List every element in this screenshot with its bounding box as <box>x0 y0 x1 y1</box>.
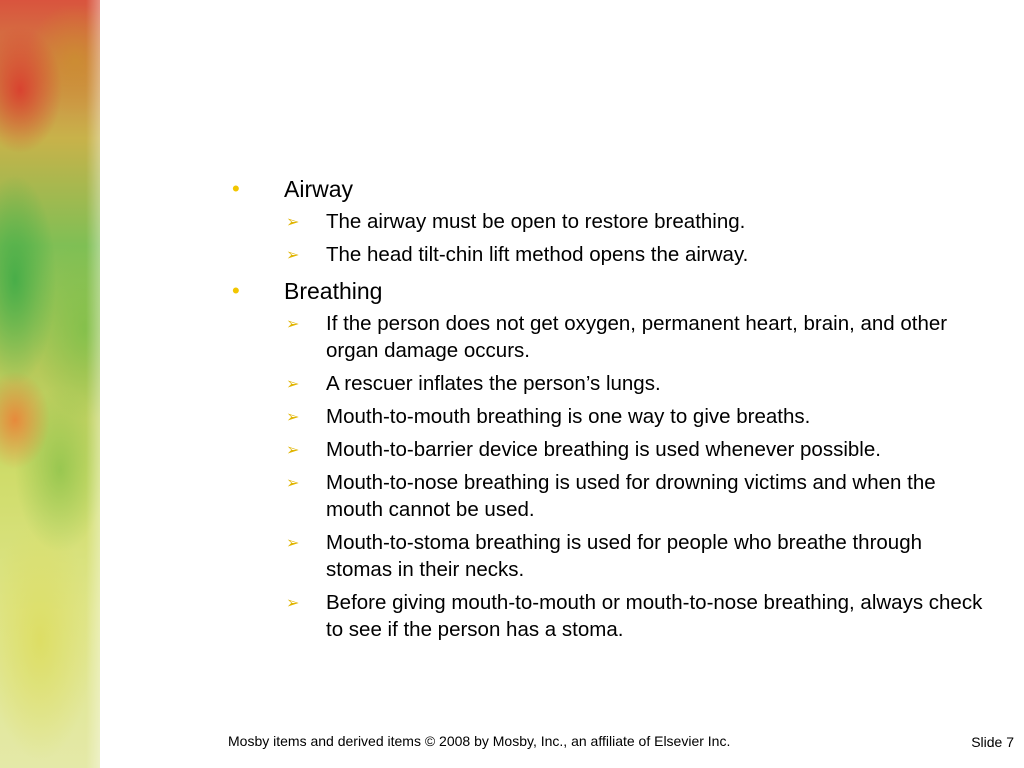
sub-bullet <box>228 310 988 364</box>
decorative-side-band <box>0 0 100 768</box>
sub-bullet <box>228 208 988 235</box>
sub-bullet-text: The airway must be open to restore breathing. <box>326 210 746 233</box>
sub-bullet-text: Mouth-to-nose breathing is used for drowning victims and when the mouth cannot be used. <box>326 471 936 521</box>
sub-bullet-text: A rescuer inflates the person’s lungs. <box>326 372 661 395</box>
arrow-bullet-icon: ➢ <box>286 214 300 231</box>
arrow-bullet-icon: ➢ <box>286 595 300 612</box>
sub-bullet <box>228 370 988 397</box>
sub-bullet <box>228 241 988 268</box>
slide-content <box>228 172 988 649</box>
sub-bullet <box>228 589 988 643</box>
sub-bullet-text: The head tilt-chin lift method opens the airway. <box>326 243 749 266</box>
arrow-bullet-icon: ➢ <box>286 535 300 552</box>
sub-bullet <box>228 403 988 430</box>
arrow-bullet-icon: ➢ <box>286 442 300 459</box>
bullet-airway <box>228 172 988 206</box>
sub-bullet <box>228 529 988 583</box>
arrow-bullet-icon: ➢ <box>286 409 300 426</box>
sub-bullet-text: Mouth-to-stoma breathing is used for people who breathe through stomas in their necks. <box>326 531 923 581</box>
arrow-bullet-icon: ➢ <box>286 376 300 393</box>
bullet-dot-icon: • <box>232 176 240 201</box>
sub-bullet <box>228 436 988 463</box>
section-title: Airway <box>284 176 354 202</box>
arrow-bullet-icon: ➢ <box>286 247 300 264</box>
section-title: Breathing <box>284 278 383 304</box>
footer-copyright: Mosby items and derived items © 2008 by Mosby, Inc., an affiliate of Elsevier Inc. <box>228 733 731 749</box>
sub-bullet <box>228 469 988 523</box>
arrow-bullet-icon: ➢ <box>286 475 300 492</box>
sub-bullet-text: Before giving mouth-to-mouth or mouth-to-nose breathing, always check to see if the person has a stoma. <box>326 591 983 641</box>
arrow-bullet-icon: ➢ <box>286 316 300 333</box>
bullet-breathing <box>228 274 988 308</box>
sub-bullet-text: If the person does not get oxygen, permanent heart, brain, and other organ damage occurs. <box>326 312 948 362</box>
bullet-dot-icon: • <box>232 278 240 303</box>
sub-bullet-text: Mouth-to-barrier device breathing is used whenever possible. <box>326 438 881 461</box>
sub-bullet-text: Mouth-to-mouth breathing is one way to give breaths. <box>326 405 811 428</box>
slide-number: Slide 7 <box>971 734 1014 750</box>
